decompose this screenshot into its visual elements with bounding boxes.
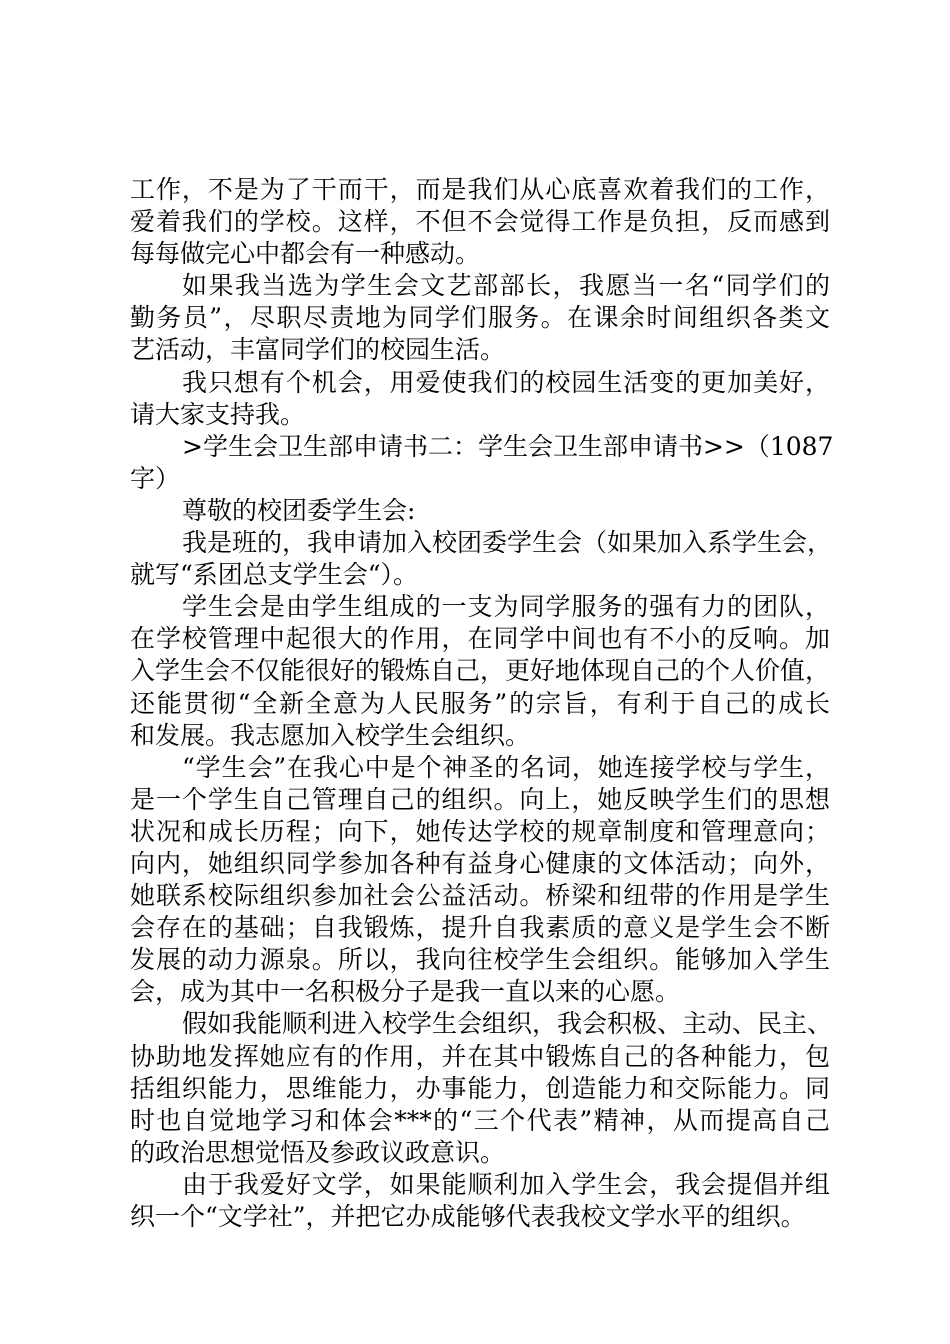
text-line: 爱着我们的学校。这样，不但不会觉得工作是负担，反而感到 (130, 207, 830, 237)
text-line: 发展的动力源泉。所以，我向往校学生会组织。能够加入学生 (130, 945, 830, 975)
text-line: 每每做完心中都会有一种感动。 (130, 239, 481, 269)
text-line: 假如我能顺利进入校学生会组织，我会积极、主动、民主、 (182, 1009, 833, 1039)
text-line: 会存在的基础；自我锻炼，提升自我素质的意义是学生会不断 (130, 913, 830, 943)
text-line: 还能贯彻“全新全意为人民服务”的宗旨，有利于自己的成长 (130, 688, 830, 718)
text-line: 会，成为其中一名积极分子是我一直以来的心愿。 (130, 977, 681, 1007)
paragraph (130, 1008, 833, 1168)
text-line: 如果我当选为学生会文艺部部长，我愿当一名“同学们的 (182, 271, 830, 301)
text-line: 就写“系团总支学生会“）。 (130, 560, 419, 590)
paragraph (130, 270, 830, 366)
text-line: 在学校管理中起很大的作用，在同学中间也有不小的反响。加 (130, 624, 830, 654)
text-line: 我是班的，我申请加入校团委学生会（如果加入系学生会， (182, 528, 833, 558)
text-line: “学生会”在我心中是个神圣的名词，她连接学校与学生， (182, 752, 830, 782)
text-line: 请大家支持我。 (130, 399, 306, 429)
text-line: 入学生会不仅能很好的锻炼自己，更好地体现自己的个人价值， (130, 656, 831, 686)
text-line: 学生会是由学生组成的一支为同学服务的强有力的团队， (182, 592, 830, 622)
document-body (130, 174, 834, 1233)
text-line: 协助地发挥她应有的作用，并在其中锻炼自己的各种能力，包 (130, 1041, 830, 1071)
paragraph (130, 527, 833, 591)
text-line: 她联系校际组织参加社会公益活动。桥梁和纽带的作用是学生 (130, 881, 830, 911)
text-line: 尊敬的校团委学生会: (182, 495, 416, 525)
paragraph (130, 1169, 830, 1233)
text-line: 状况和成长历程；向下，她传达学校的规章制度和管理意向； (130, 816, 830, 846)
paragraph (130, 752, 830, 1009)
text-line: 的政治思想觉悟及参政议政意识。 (130, 1137, 506, 1167)
text-line: 和发展。我志愿加入校学生会组织。 (130, 720, 531, 750)
text-line: 工作，不是为了干而干，而是我们从心底喜欢着我们的工作， (130, 175, 830, 204)
text-line: >学生会卫生部申请书二：学生会卫生部申请书>>（1087 (182, 431, 834, 461)
paragraph (130, 495, 830, 527)
text-line: 是一个学生自己管理自己的组织。向上，她反映学生们的思想 (130, 784, 830, 814)
text-line: 括组织能力，思维能力，办事能力，创造能力和交际能力。同 (130, 1073, 830, 1103)
text-line: 织一个“文学社”，并把它办成能够代表我校文学水平的组织。 (130, 1202, 806, 1231)
paragraph (130, 431, 834, 495)
text-line: 我只想有个机会，用爱使我们的校园生活变的更加美好， (182, 367, 830, 397)
paragraph (130, 174, 830, 270)
text-line: 由于我爱好文学，如果能顺利加入学生会，我会提倡并组 (182, 1169, 830, 1199)
paragraph (130, 367, 830, 431)
text-line: 艺活动，丰富同学们的校园生活。 (130, 335, 506, 365)
paragraph (130, 591, 830, 751)
text-line: 时也自觉地学习和体会***的“三个代表”精神，从而提高自己 (130, 1105, 830, 1135)
text-line: 字） (130, 463, 181, 493)
text-line: 向内，她组织同学参加各种有益身心健康的文体活动；向外， (130, 848, 830, 878)
text-line: 勤务员”，尽职尽责地为同学们服务。在课余时间组织各类文 (130, 303, 830, 333)
